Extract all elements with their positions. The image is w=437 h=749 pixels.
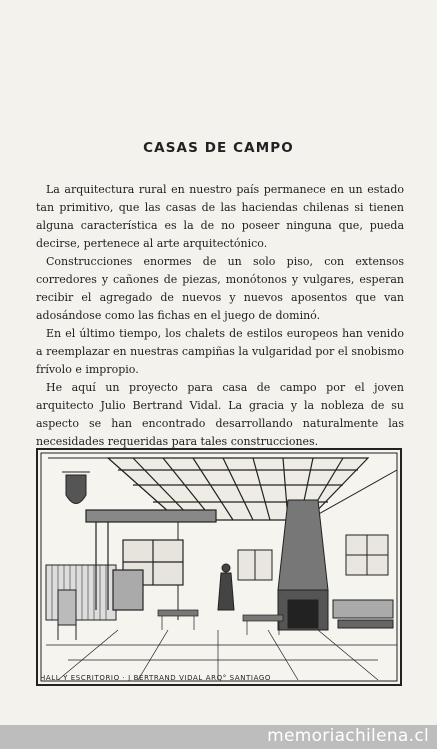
paragraph-3: En el último tiempo, los chalets de estilos europeos han venido a reemplazar en nuestras campiñas la vulgaridad por el snobismo frívolo e impropio.	[36, 327, 404, 376]
watermark-bar	[0, 725, 437, 749]
hall-illustration	[36, 448, 402, 686]
watermark-text: memoriachilena.cl	[267, 726, 429, 746]
paragraph-2: Construcciones enormes de un solo piso, con extensos corredores y cañones de piezas, monótonos y vulgares, esperan recibir el agregado de nuevos y nuevos aposentos que van adosándose como las fichas en el juego de dominó.	[36, 255, 404, 322]
interior-drawing	[38, 450, 400, 684]
paragraph-1: La arquitectura rural en nuestro país permanece en un estado tan primitivo, que las casas de las haciendas chilenas si tienen alguna característica es la de no poseer ninguna que, pueda decirse, pertenece al arte arquitectónico.	[36, 183, 404, 250]
paragraph-4: He aquí un proyecto para casa de campo por el joven arquitecto Julio Bertrand Vidal. La gracia y la nobleza de su aspecto se han encontrado desarrollando naturalmente las necesidades requeridas para tales construcciones.	[36, 381, 404, 448]
article-body	[36, 181, 404, 451]
page-title: CASAS DE CAMPO	[143, 140, 294, 156]
illustration-caption: HALL Y ESCRITORIO · J BERTRAND VIDAL ARQ° SANTIAGO	[40, 674, 271, 682]
